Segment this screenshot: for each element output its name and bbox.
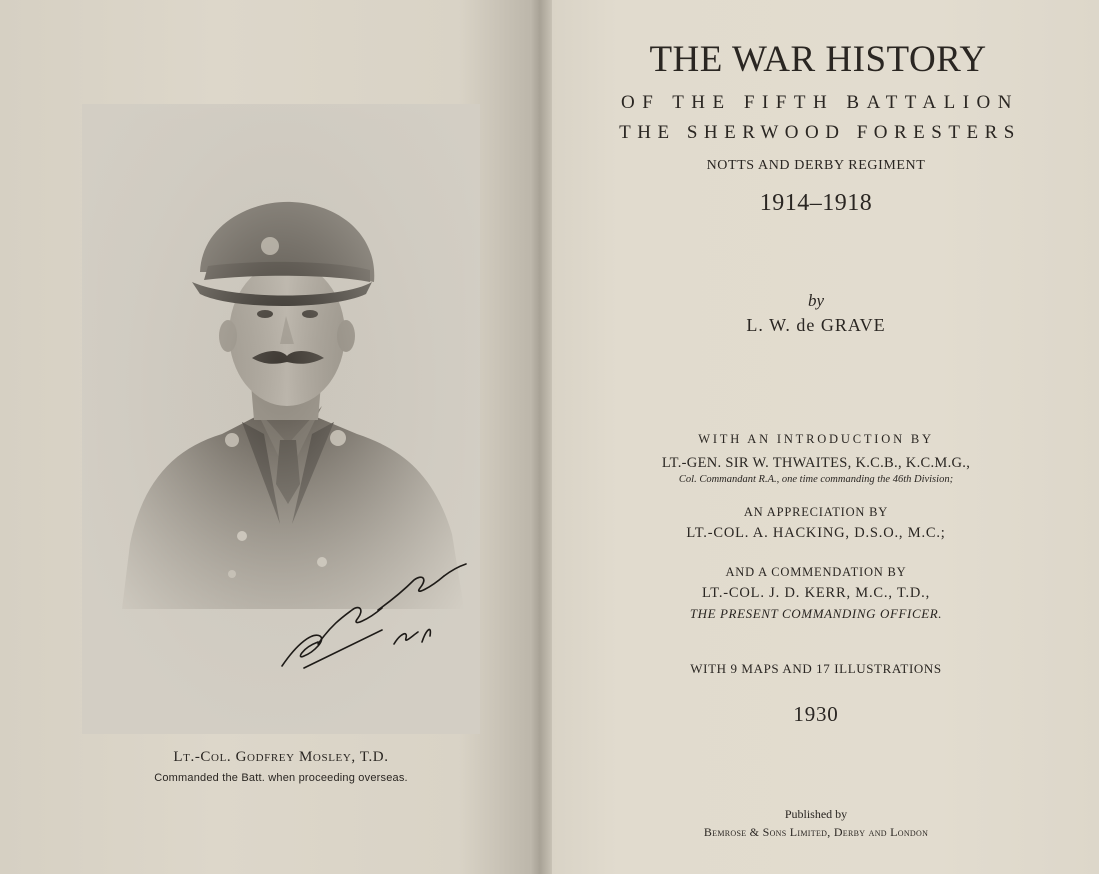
portrait-caption-name: Lt.-Col. Godfrey Mosley, T.D. [173, 749, 389, 765]
appreciation-author: LT.-COL. A. HACKING, D.S.O., M.C.; [686, 525, 946, 541]
war-years: 1914–1918 [759, 190, 873, 216]
regiment-name: NOTTS AND DERBY REGIMENT [706, 158, 926, 173]
introduction-author-role: Col. Commandant R.A., one time commanding the 46th Division; [678, 474, 954, 485]
portrait-caption-subtitle: Commanded the Batt. when proceeding overseas. [154, 772, 408, 784]
portrait-plate [82, 104, 480, 734]
by-label: by [807, 291, 825, 310]
published-by-label: Published by [784, 807, 848, 821]
appreciation-heading: AN APPRECIATION BY [743, 505, 889, 519]
book-subtitle-line2: THE SHERWOOD FORESTERS [619, 122, 1021, 143]
introduction-author: LT.-GEN. SIR W. THWAITES, K.C.B., K.C.M.G., [661, 455, 971, 471]
introduction-heading: WITH AN INTRODUCTION BY [698, 432, 934, 446]
commendation-heading: AND A COMMENDATION BY [725, 565, 907, 579]
book-gutter [530, 0, 552, 874]
portrait-photo [82, 104, 480, 734]
publisher-name: Bemrose & Sons Limited, Derby and London [703, 825, 929, 839]
book-title: THE WAR HISTORY [649, 39, 987, 80]
commendation-author: LT.-COL. J. D. KERR, M.C., T.D., [701, 585, 931, 601]
maps-illustrations-note: WITH 9 MAPS AND 17 ILLUSTRATIONS [690, 661, 942, 676]
commendation-author-role: THE PRESENT COMMANDING OFFICER. [689, 606, 943, 621]
book-subtitle-line1: OF THE FIFTH BATTALION [621, 92, 1019, 113]
publication-year: 1930 [793, 702, 839, 726]
author-name: L. W. de GRAVE [746, 315, 886, 335]
